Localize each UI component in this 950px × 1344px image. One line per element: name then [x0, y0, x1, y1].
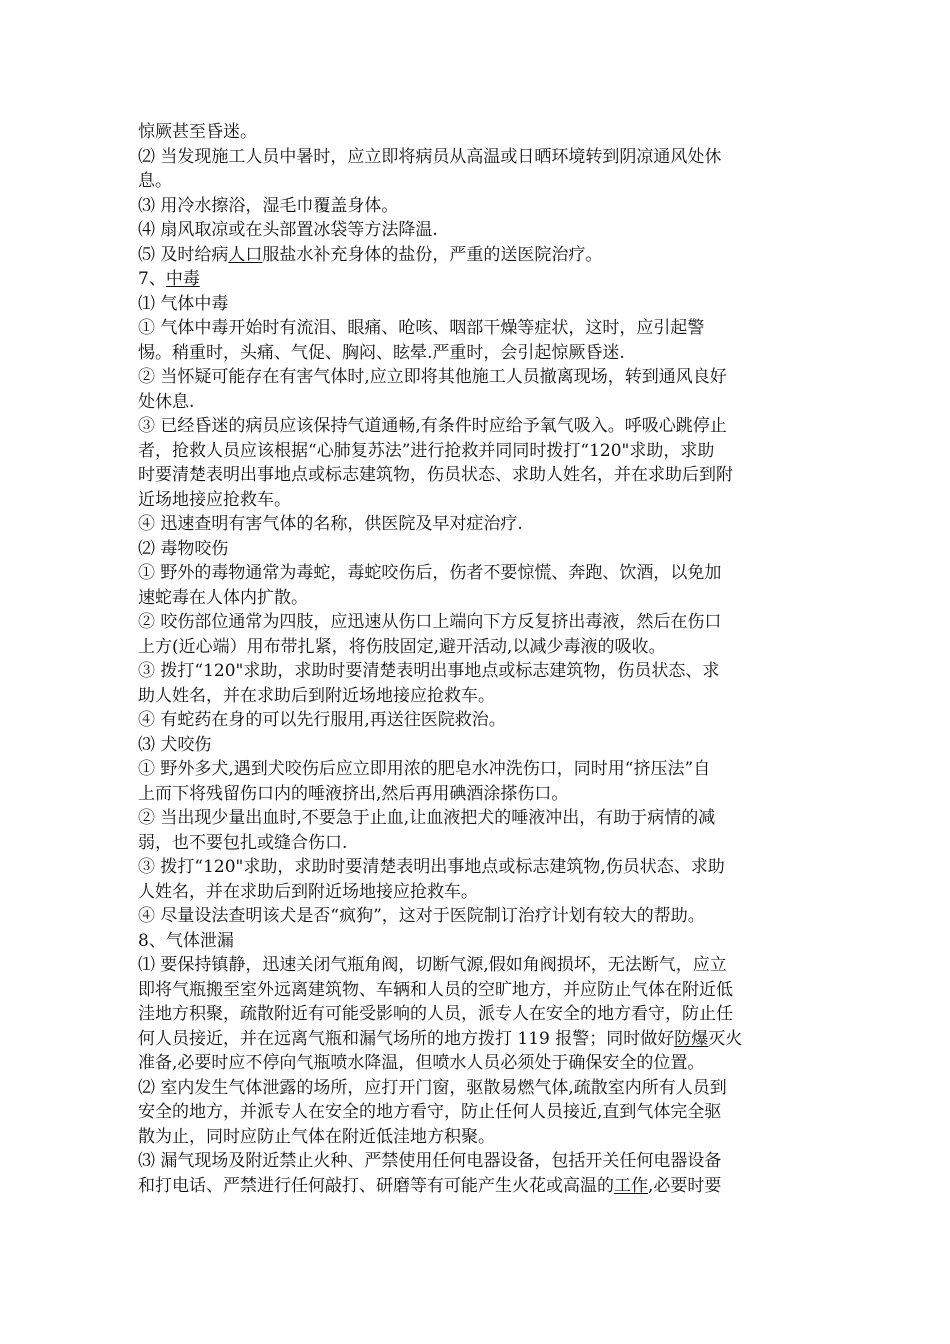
text-line — [138, 757, 813, 782]
text-line — [138, 1149, 813, 1174]
text-run: 7、 — [138, 269, 166, 289]
underlined-term: 工作 — [614, 1175, 648, 1196]
text-line — [138, 267, 813, 292]
text-line — [138, 463, 813, 488]
text-run: 洼地方积聚，疏散附近有可能受影响的人员，派专人在安全的地方看守，防止任 — [138, 1004, 733, 1024]
text-run: 弱，也不要包扎或缝合伤口. — [138, 832, 348, 853]
text-run: 惊厥甚至昏迷。 — [138, 122, 257, 142]
text-line — [138, 1125, 813, 1150]
underlined-term: 中毒 — [165, 269, 200, 289]
text-run: ④ 有蛇药在身的可以先行服用,再送往医院救治。 — [138, 710, 506, 730]
text-run: ① 野外多犬,遇到犬咬伤后应立即用浓的肥皂水冲洗伤口，同时用“挤压法”自 — [138, 759, 711, 779]
text-run: ③ 已经昏迷的病员应该保持气道通畅,有条件时应给予氧气吸入。呼吸心跳停止 — [138, 416, 727, 436]
text-run: ③ 拨打“120"求助，求助时要清楚表明出事地点或标志建筑物,伤员状态、求助 — [138, 857, 725, 877]
text-line — [138, 1002, 813, 1027]
underlined-term: 防爆 — [674, 1028, 709, 1049]
text-run: ④ 迅速查明有害气体的名称，供医院及早对症治疗. — [138, 514, 523, 534]
text-run: 者，抢救人员应该根据“心肺复苏法”进行抢救并同同时拨打“120"求助，求助 — [138, 440, 715, 461]
text-line — [138, 1100, 813, 1125]
text-line — [138, 1076, 813, 1101]
text-run: ⑴ 要保持镇静，迅速关闭气瓶角阀，切断气源,假如角阀损坏，无法断气，应立 — [138, 955, 727, 975]
text-run: ⑶ 用冷水擦浴，湿毛巾覆盖身体。 — [138, 195, 399, 216]
text-run: ⑶ 漏气现场及附近禁止火种、严禁使用任何电器设备，包括开关任何电器设备 — [138, 1151, 722, 1171]
text-line — [138, 120, 813, 145]
text-line — [138, 218, 813, 243]
text-line — [138, 880, 813, 905]
underlined-term: 人口 — [228, 244, 263, 265]
text-run: ② 当出现少量出血时,不要急于止血,让血液把犬的唾液冲出，有助于病情的减 — [138, 808, 716, 828]
text-line — [138, 953, 813, 978]
text-line — [138, 488, 813, 513]
text-run: ③ 拨打“120"求助，求助时要清楚表明出事地点或标志建筑物，伤员状态、求 — [138, 661, 720, 681]
text-run: 上方(近心端）用布带扎紧，将伤肢固定,避开活动,以减少毒液的吸收。 — [138, 636, 666, 657]
text-line — [138, 145, 813, 170]
text-line — [138, 561, 813, 586]
text-run: 速蛇毒在人体内扩散。 — [138, 587, 308, 608]
text-line — [138, 512, 813, 537]
text-line — [138, 439, 813, 464]
text-line — [138, 806, 813, 831]
text-run: 安全的地方，并派专人在安全的地方看守，防止任何人员接近,直到气体完全驱 — [138, 1102, 722, 1122]
text-run: 助人姓名，并在求助后到附近场地接应抢救车。 — [138, 685, 495, 706]
text-run: 惕。稍重时，头痛、气促、胸闷、眩晕.严重时，会引起惊厥昏迷. — [138, 342, 625, 363]
text-run: ⑴ 气体中毒 — [138, 293, 229, 314]
text-line — [138, 684, 813, 709]
text-run: 时要清楚表明出事地点或标志建筑物，伤员状态、求助人姓名，并在求助后到附 — [138, 465, 733, 485]
text-run: ④ 尽量设法查明该犬是否“疯狗”，这对于医院制订治疗计划有较大的帮助。 — [138, 906, 705, 926]
text-run: ⑵ 毒物咬伤 — [138, 538, 229, 559]
text-run: 处休息. — [138, 391, 195, 412]
text-run: ⑸ 及时给病 — [138, 244, 229, 265]
text-line — [138, 904, 813, 929]
text-line — [138, 782, 813, 807]
text-line — [138, 708, 813, 733]
text-line — [138, 1174, 813, 1199]
text-line — [138, 733, 813, 758]
text-run: 服盐水补充身体的盐份，严重的送医院治疗。 — [262, 244, 603, 265]
text-line — [138, 243, 813, 268]
text-line — [138, 1027, 813, 1052]
text-line — [138, 414, 813, 439]
text-run: ,必要时要 — [648, 1175, 722, 1196]
text-line — [138, 978, 813, 1003]
text-run: ① 气体中毒开始时有流泪、眼痛、呛咳、咽部干燥等症状，这时，应引起警 — [138, 318, 705, 338]
text-run: 何人员接近，并在远离气瓶和漏气场所的地方拨打 119 报警；同时做好 — [138, 1028, 675, 1049]
text-line — [138, 929, 813, 954]
text-line — [138, 365, 813, 390]
text-line — [138, 635, 813, 660]
text-run: 息。 — [138, 171, 172, 191]
text-line — [138, 316, 813, 341]
text-line — [138, 610, 813, 635]
text-run: ⑷ 扇风取凉或在头部置冰袋等方法降温. — [138, 220, 438, 240]
text-line — [138, 855, 813, 880]
text-line — [138, 292, 813, 317]
text-run: 上而下将残留伤口内的唾液挤出,然后再用碘酒涂搽伤口。 — [138, 783, 569, 804]
text-line — [138, 831, 813, 856]
text-run: ⑵ 室内发生气体泄露的场所，应打开门窗，驱散易燃气体,疏散室内所有人员到 — [138, 1077, 727, 1098]
text-run: ② 咬伤部位通常为四肢，应迅速从伤口上端向下方反复挤出毒液，然后在伤口 — [138, 612, 722, 632]
text-run: 散为止，同时应防止气体在附近低洼地方积聚。 — [138, 1126, 495, 1147]
text-line — [138, 341, 813, 366]
text-run: 灭火 — [708, 1028, 743, 1049]
text-line — [138, 169, 813, 194]
text-line — [138, 390, 813, 415]
text-run: 人姓名，并在求助后到附近场地接应抢救车。 — [138, 881, 478, 902]
text-line — [138, 1051, 813, 1076]
text-run: 近场地接应抢救车。 — [138, 489, 291, 510]
text-run: 准备,必要时应不停向气瓶喷水降温，但喷水人员必须处于确保安全的位置。 — [138, 1053, 705, 1073]
document-body — [138, 120, 813, 1198]
text-line — [138, 537, 813, 562]
text-run: ⑶ 犬咬伤 — [138, 734, 212, 755]
text-run: ② 当怀疑可能存在有害气体时,应立即将其他施工人员撤离现场，转到通风良好 — [138, 367, 727, 387]
text-run: 8、气体泄漏 — [138, 930, 234, 951]
text-line — [138, 194, 813, 219]
text-run: ⑵ 当发现施工人员中暑时，应立即将病员从高温或日晒环境转到阴凉通风处休 — [138, 146, 722, 167]
text-run: 即将气瓶搬至室外远离建筑物、车辆和人员的空旷地方，并应防止气体在附近低 — [138, 979, 733, 1000]
text-line — [138, 586, 813, 611]
text-run: ① 野外的毒物通常为毒蛇，毒蛇咬伤后，伤者不要惊慌、奔跑、饮酒，以免加 — [138, 563, 722, 583]
text-run: 和打电话、严禁进行任何敲打、研磨等有可能产生火花或高温的 — [138, 1175, 614, 1196]
text-line — [138, 659, 813, 684]
